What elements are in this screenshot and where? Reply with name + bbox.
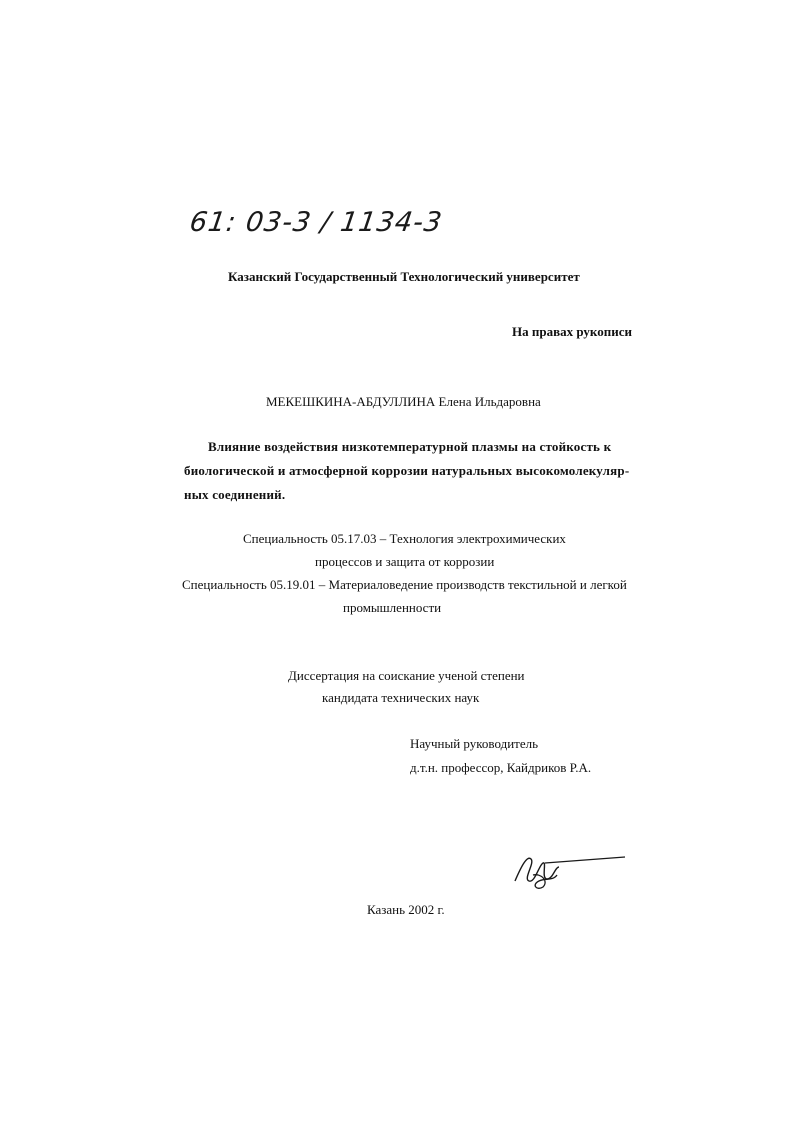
specialty-line: Специальность 05.19.01 – Материаловедение производств текстильной и легкой: [182, 577, 627, 592]
manuscript-note: На правах рукописи: [512, 324, 632, 339]
dissertation-degree-line: кандидата технических наук: [322, 690, 480, 705]
specialty-line: процессов и защита от коррозии: [315, 554, 495, 569]
specialty-line: промышленности: [343, 600, 442, 615]
university-name: Казанский Государственный Технологический университет: [228, 269, 580, 284]
supervisor-name: д.т.н. профессор, Кайдриков Р.А.: [410, 760, 592, 775]
supervisor-label: Научный руководитель: [410, 736, 539, 751]
dissertation-title: [184, 435, 636, 507]
title-line: ных соединений.: [184, 487, 286, 502]
author-name: МЕКЕШКИНА-АБДУЛЛИНА Елена Ильдаровна: [266, 394, 541, 409]
specialty-line: Специальность 05.17.03 – Технология электрохимических: [243, 531, 566, 546]
place-year: Казань 2002 г.: [367, 902, 445, 917]
signature-image: [505, 845, 635, 895]
title-line: Влияние воздействия низкотемпературной плазмы на стойкость к: [208, 439, 612, 454]
dissertation-degree-line: Диссертация на соискание ученой степени: [288, 668, 525, 683]
title-line: биологической и атмосферной коррозии натуральных высокомолекуляр-: [184, 463, 630, 478]
archive-code-handwritten: 61: 03-3 / 1134-3: [187, 207, 445, 238]
